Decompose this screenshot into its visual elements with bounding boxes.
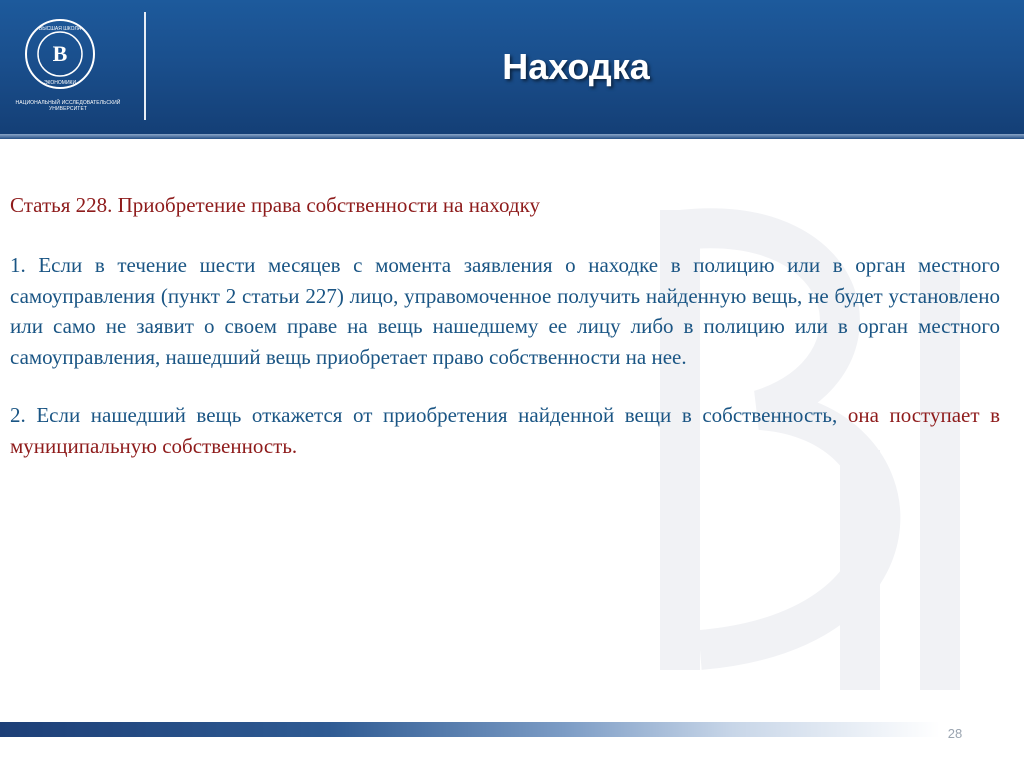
paragraph-2-part-1: 2. Если нашедший вещь откажется от приобретения найденной вещи в собственность,	[10, 403, 838, 427]
slide-header	[0, 0, 1024, 134]
slide-content	[10, 190, 1000, 489]
svg-text:ЭКОНОМИКИ: ЭКОНОМИКИ	[43, 80, 77, 86]
svg-text:ВЫСШАЯ ШКОЛА: ВЫСШАЯ ШКОЛА	[38, 26, 82, 32]
footer-bar	[0, 722, 940, 737]
svg-text:В: В	[52, 41, 68, 66]
logo-caption	[12, 100, 124, 112]
article-paragraph-1: 1. Если в течение шести месяцев с момента заявления о находке в полицию или в орган местного самоуправления (пункт 2 статьи 227) лицо, управомоченное получить найденную вещь, не будет установлено или само не заявит о своем праве на вещь нашедшему ее лицу либо в полицию или в орган местного самоуправления, нашедший вещь приобретает право собственности на нее.	[10, 253, 1000, 369]
article-paragraph-2	[10, 400, 1000, 461]
header-rule	[0, 134, 1024, 139]
logo-caption-line2: УНИВЕРСИТЕТ	[48, 106, 88, 112]
page-number: 28	[947, 726, 963, 741]
article-heading: Статья 228. Приобретение права собственности на находку	[10, 193, 540, 217]
slide-title: Находка	[502, 46, 650, 87]
paragraph-2-part-2: она поступает в муниципальную собственность.	[10, 403, 1000, 458]
logo-caption-line1: НАЦИОНАЛЬНЫЙ ИССЛЕДОВАТЕЛЬСКИЙ	[15, 100, 121, 106]
